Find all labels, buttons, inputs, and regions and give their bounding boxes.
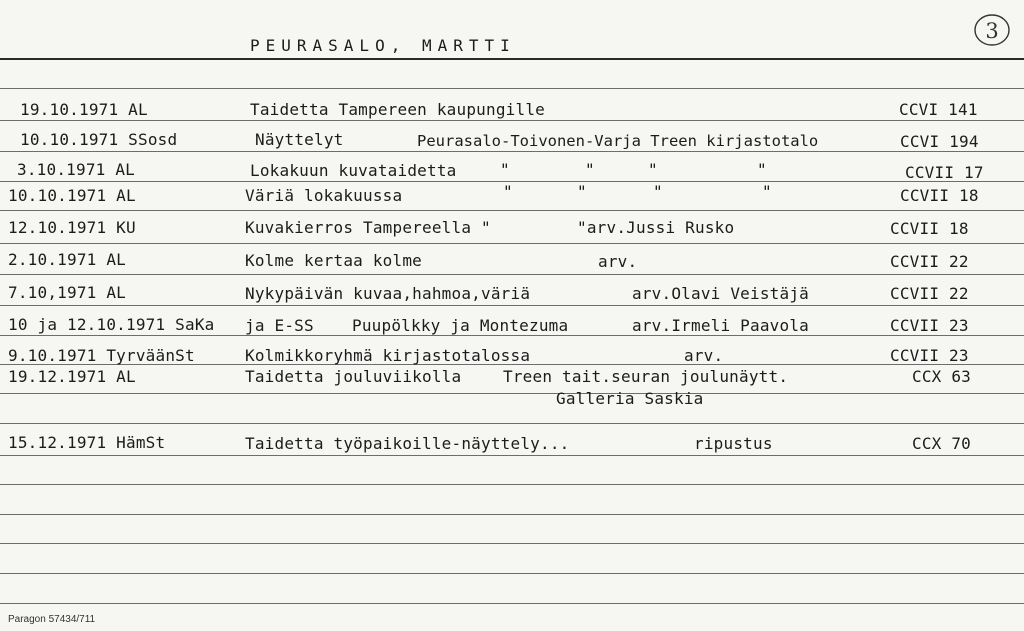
print-code: Paragon 57434/711 (8, 614, 96, 625)
card-number-circle (972, 12, 1012, 48)
rule-line (0, 305, 1024, 306)
entry-reference: CCVI 194 (900, 132, 979, 151)
rule-line (0, 274, 1024, 275)
entry-detail: Puupölkky ja Montezuma (352, 316, 569, 335)
artist-name: PEURASALO, MARTTI (250, 36, 516, 55)
entry-date: 10 ja 12.10.1971 SaKa (8, 315, 215, 334)
rule-line (0, 120, 1024, 121)
entry-detail: "arv.Jussi Rusko (577, 218, 735, 237)
ditto-mark: " (653, 182, 663, 201)
entry-detail: arv.Irmeli Paavola (632, 316, 809, 335)
entry-reference: CCVII 18 (890, 219, 969, 238)
ditto-mark: " (503, 182, 513, 201)
ditto-mark: " (757, 160, 767, 179)
entry-event: Taidetta työpaikoille-näyttely... (245, 434, 570, 453)
entry-reference: CCVII 17 (905, 163, 984, 182)
entry-detail: arv. (598, 252, 638, 271)
entry-detail: arv.Olavi Veistäjä (632, 284, 809, 303)
entry-reference: CCVII 18 (900, 186, 979, 205)
rule-line (0, 243, 1024, 244)
entry-event: ja E-SS (245, 316, 314, 335)
ditto-mark: " (648, 160, 658, 179)
ditto-mark: " (500, 160, 510, 179)
rule-line (0, 603, 1024, 604)
entry-detail: ripustus (694, 434, 773, 453)
entry-reference: CCVII 22 (890, 252, 969, 271)
entry-event: Taidetta jouluviikolla (245, 367, 462, 386)
entry-event: Taidetta Tampereen kaupungille (250, 100, 545, 119)
entry-event: Näyttelyt (255, 130, 344, 149)
ditto-mark: " (577, 182, 587, 201)
entry-date: 19.10.1971 AL (20, 100, 148, 119)
entry-detail: arv. (684, 346, 724, 365)
entry-date: 7.10,1971 AL (8, 283, 126, 302)
entry-event: Kolmikkoryhmä kirjastotalossa (245, 346, 531, 365)
entry-detail: Galleria Saskia (556, 389, 704, 408)
rule-line (0, 88, 1024, 89)
entry-detail: Peurasalo-Toivonen-Varja Treen kirjastotalo (417, 132, 819, 150)
entry-detail: Treen tait.seuran joulunäytt. (503, 367, 789, 386)
card-number: 3 (985, 19, 999, 43)
rule-line (0, 543, 1024, 544)
entry-date: 19.12.1971 AL (8, 367, 136, 386)
entry-event: Nykypäivän kuvaa,hahmoa,väriä (245, 284, 531, 303)
rule-line (0, 393, 1024, 394)
entry-date: 15.12.1971 HämSt (8, 433, 166, 452)
entry-reference: CCVII 23 (890, 316, 969, 335)
rule-line (0, 423, 1024, 424)
entry-event: Väriä lokakuussa (245, 186, 403, 205)
entry-date: 10.10.1971 AL (8, 186, 136, 205)
entry-date: 2.10.1971 AL (8, 250, 126, 269)
entry-event: Kuvakierros Tampereella " (245, 218, 491, 237)
entry-event: Lokakuun kuvataidetta (250, 161, 457, 180)
rule-line (0, 514, 1024, 515)
entry-event: Kolme kertaa kolme (245, 251, 422, 270)
rule-line (0, 573, 1024, 574)
ditto-mark: " (762, 182, 772, 201)
entry-reference: CCX 70 (912, 434, 971, 453)
header-rule (0, 58, 1024, 60)
entry-date: 9.10.1971 TyrväänSt (8, 346, 195, 365)
rule-line (0, 210, 1024, 211)
rule-line (0, 455, 1024, 456)
entry-reference: CCVII 23 (890, 346, 969, 365)
rule-line (0, 484, 1024, 485)
entry-reference: CCX 63 (912, 367, 971, 386)
entry-date: 12.10.1971 KU (8, 218, 136, 237)
entry-date: 3.10.1971 AL (17, 160, 135, 179)
entry-reference: CCVI 141 (899, 100, 978, 119)
entry-date: 10.10.1971 SSosd (20, 130, 178, 149)
ditto-mark: " (585, 160, 595, 179)
entry-reference: CCVII 22 (890, 284, 969, 303)
rule-line (0, 335, 1024, 336)
rule-line (0, 151, 1024, 152)
